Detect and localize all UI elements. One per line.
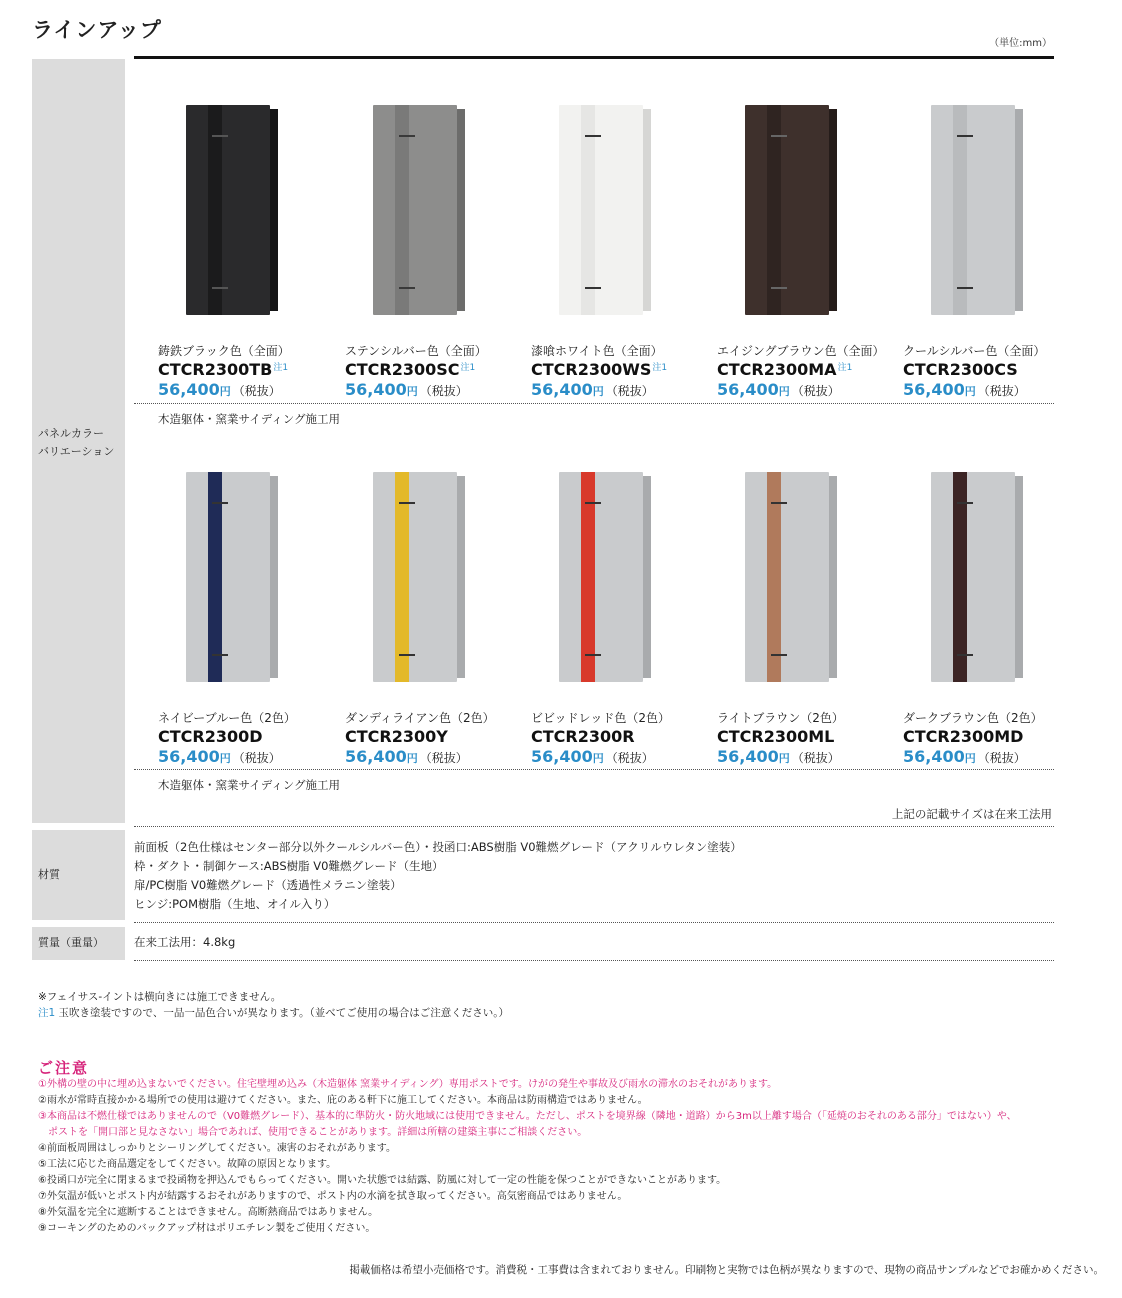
product-price	[717, 747, 840, 766]
caution-item: ⑦外気温が低いとポスト内が結露するおそれがありますので、ポスト内の水滴を拭き取ってください。高気密商品ではありません。	[38, 1191, 628, 1202]
product-price	[903, 380, 1026, 399]
price-number: 56,400	[531, 380, 593, 399]
caution-item: ②雨水が常時直接かかる場所での使用は避けてください。また、庇のある軒下に施工してください。本商品は防雨構造ではありません。	[38, 1095, 648, 1106]
note-mark: 注1	[38, 1007, 56, 1019]
price-number: 56,400	[717, 747, 779, 766]
color-name: ライトブラウン（2色）	[717, 711, 844, 725]
panel-label-1: パネルカラー	[38, 427, 104, 440]
caution-item: ④前面板周囲はしっかりとシーリングしてください。凍害のおそれがあります。	[38, 1143, 396, 1154]
price-number: 56,400	[345, 747, 407, 766]
product-code-text: CTCR2300CS	[903, 360, 1018, 379]
product-code-text: CTCR2300MA	[717, 360, 837, 379]
slot-mark	[399, 287, 415, 289]
color-name: ステンシルバー色（全面）	[345, 344, 487, 358]
material-label: 材質	[38, 868, 60, 881]
mass-label: 質量（重量）	[38, 936, 104, 949]
note-mark: 注1	[837, 363, 853, 373]
slot-mark	[212, 135, 228, 137]
note-mark: 注1	[652, 363, 668, 373]
caution-item: ①外構の壁の中に埋め込まないでください。住宅壁埋め込み（木造躯体 窯業サイディング）専用ポストです。けがの発生や事故及び雨水の滞水のおそれがあります。	[38, 1079, 778, 1090]
slot-mark	[957, 654, 973, 656]
product-price	[158, 380, 281, 399]
caution-item: ⑨コーキングのためのバックアップ材はポリエチレン製をご使用ください。	[38, 1223, 376, 1234]
panel-side	[270, 109, 278, 311]
product-price	[158, 747, 281, 766]
note-mark: 注1	[460, 363, 476, 373]
panel-body	[373, 105, 457, 315]
material-line: ヒンジ:POM樹脂（生地、オイル入り）	[134, 897, 336, 911]
caution-item: ⑥投函口が完全に閉まるまで投函物を押込んでもらってください。開いた状態では結露、防風に対して一定の性能を保つことができないことがあります。	[38, 1175, 727, 1186]
page-title: ラインアップ	[32, 18, 162, 42]
price-tax: （税抜）	[419, 384, 468, 398]
color-name: 鋳鉄ブラック色（全面）	[158, 344, 290, 358]
product-code-text: CTCR2300SC	[345, 360, 460, 379]
price-tax: （税抜）	[977, 751, 1026, 765]
product-price	[531, 747, 654, 766]
color-name: クールシルバー色（全面）	[903, 344, 1046, 358]
size-divider	[134, 826, 1054, 827]
price-tax: （税抜）	[791, 384, 840, 398]
slot-mark	[212, 287, 228, 289]
price-tax: （税抜）	[791, 751, 840, 765]
product-image	[745, 472, 829, 682]
color-name: ダークブラウン色（2色）	[903, 711, 1043, 725]
product-code	[903, 727, 1024, 746]
slot-mark	[585, 287, 601, 289]
price-yen: 円	[964, 385, 976, 398]
price-yen: 円	[219, 752, 231, 765]
slot-mark	[771, 502, 787, 504]
material-text	[134, 838, 742, 914]
panel-side	[270, 476, 278, 678]
slot-mark	[771, 135, 787, 137]
product-code-text: CTCR2300D	[158, 727, 263, 746]
color-name: エイジングブラウン色（全面）	[717, 344, 885, 358]
panel-body	[559, 105, 643, 315]
panel-body	[559, 472, 643, 682]
row1-divider	[134, 403, 1054, 404]
price-yen: 円	[778, 385, 790, 398]
product-price	[903, 747, 1026, 766]
price-tax: （税抜）	[605, 384, 654, 398]
slot-mark	[771, 654, 787, 656]
unit-label: （単位:mm）	[989, 38, 1052, 49]
product-code	[531, 360, 667, 379]
price-tax: （税抜）	[232, 384, 281, 398]
price-number: 56,400	[903, 380, 965, 399]
bottom-note: 掲載価格は希望小売価格です。消費税・工事費は含まれておりません。印刷物と実物では色柄が異なりますので、現物の商品サンプルなどでお確かめください。	[349, 1264, 1104, 1276]
product-code-text: CTCR2300WS	[531, 360, 652, 379]
product-image	[186, 472, 270, 682]
product-image	[931, 472, 1015, 682]
slot-mark	[399, 502, 415, 504]
slot-mark	[399, 135, 415, 137]
panel-side	[1015, 476, 1023, 678]
product-code-text: CTCR2300R	[531, 727, 635, 746]
product-code-text: CTCR2300ML	[717, 727, 835, 746]
product-code	[345, 360, 475, 379]
product-image	[559, 105, 643, 315]
price-tax: （税抜）	[419, 751, 468, 765]
slot-mark	[957, 135, 973, 137]
material-line: 前面板（2色仕様はセンター部分以外クールシルバー色）・投函口:ABS樹脂 V0難燃グレード（アクリルウレタン塗装）	[134, 840, 742, 854]
panel-side	[829, 476, 837, 678]
product-code	[717, 727, 835, 746]
slot-mark	[399, 654, 415, 656]
footnotes	[38, 989, 509, 1021]
product-price	[345, 747, 468, 766]
price-number: 56,400	[345, 380, 407, 399]
price-number: 56,400	[531, 747, 593, 766]
footnote-1: ※フェイサス-イントは横向きには施工できません。	[38, 991, 282, 1003]
note-mark: 注1	[273, 363, 289, 373]
price-yen: 円	[592, 385, 604, 398]
product-price	[717, 380, 840, 399]
color-name: ビビッドレッド色（2色）	[531, 711, 671, 725]
slot-mark	[585, 502, 601, 504]
sidebar-panel-color	[32, 59, 125, 823]
price-number: 56,400	[717, 380, 779, 399]
product-price	[345, 380, 468, 399]
mass-text: 在来工法用：4.8kg	[134, 935, 236, 949]
price-yen: 円	[778, 752, 790, 765]
price-tax: （税抜）	[605, 751, 654, 765]
slot-mark	[957, 287, 973, 289]
price-yen: 円	[592, 752, 604, 765]
footnote-2	[38, 1005, 509, 1021]
product-code-text: CTCR2300TB	[158, 360, 273, 379]
price-number: 56,400	[158, 747, 220, 766]
slot-mark	[212, 654, 228, 656]
color-name: 漆喰ホワイト色（全面）	[531, 344, 663, 358]
caution-item: ポストを「開口部と見なさない」場合であれば、使用できることがあります。詳細は所轄の建築主事にご相談ください。	[38, 1127, 588, 1138]
slot-mark	[585, 135, 601, 137]
product-code-text: CTCR2300MD	[903, 727, 1024, 746]
panel-side	[457, 109, 465, 311]
panel-side	[643, 109, 651, 311]
sidebar-mass	[32, 927, 125, 960]
product-image	[186, 105, 270, 315]
product-code	[531, 727, 636, 746]
panel-side	[643, 476, 651, 678]
price-tax: （税抜）	[977, 384, 1026, 398]
price-yen: 円	[406, 752, 418, 765]
product-image	[373, 105, 457, 315]
material-line: 扉/PC樹脂 V0難燃グレード（透過性メラニン塗装）	[134, 878, 402, 892]
top-rule	[134, 56, 1054, 59]
slot-mark	[212, 502, 228, 504]
panel-body	[745, 105, 829, 315]
caution-item: ③本商品は不燃仕様ではありませんので（V0難燃グレード）、基本的に準防火・防火地域には使用できません。ただし、ポストを境界線（隣地・道路）から3m以上離す場合（「延焼のおそれのある部分」ではない）や、	[38, 1111, 1017, 1122]
color-name: ダンディライアン色（2色）	[345, 711, 495, 725]
panel-label-2: バリエーション	[38, 445, 115, 458]
caution-item: ⑧外気温を完全に遮断することはできません。高断熱商品ではありません。	[38, 1207, 379, 1218]
price-tax: （税抜）	[232, 751, 281, 765]
panel-body	[931, 472, 1015, 682]
slot-mark	[771, 287, 787, 289]
size-note: 上記の記載サイズは在来工法用	[891, 807, 1052, 821]
material-divider	[134, 922, 1054, 923]
row2-divider	[134, 769, 1054, 770]
product-image	[559, 472, 643, 682]
product-image	[373, 472, 457, 682]
panel-body	[186, 105, 270, 315]
caution-title: ご注意	[38, 1059, 90, 1077]
footnote-2-text: 玉吹き塗装ですので、一品一品色合いが異なります。（並べてご使用の場合はご注意ください。）	[58, 1007, 509, 1019]
caution-list	[38, 1077, 1017, 1237]
price-yen: 円	[406, 385, 418, 398]
panel-body	[745, 472, 829, 682]
slot-mark	[957, 502, 973, 504]
product-code	[158, 360, 288, 379]
price-number: 56,400	[158, 380, 220, 399]
sidebar-material	[32, 830, 125, 920]
price-number: 56,400	[903, 747, 965, 766]
product-code	[717, 360, 852, 379]
row1-note: 木造躯体・窯業サイディング施工用	[158, 412, 341, 426]
product-code-text: CTCR2300Y	[345, 727, 448, 746]
panel-body	[931, 105, 1015, 315]
price-yen: 円	[219, 385, 231, 398]
mass-divider	[134, 960, 1054, 961]
product-price	[531, 380, 654, 399]
product-code	[903, 360, 1019, 379]
panel-body	[373, 472, 457, 682]
product-image	[745, 105, 829, 315]
panel-side	[829, 109, 837, 311]
price-yen: 円	[964, 752, 976, 765]
product-code	[345, 727, 449, 746]
panel-side	[1015, 109, 1023, 311]
product-code	[158, 727, 264, 746]
material-line: 枠・ダクト・制御ケース:ABS樹脂 V0難燃グレード（生地）	[134, 859, 444, 873]
row2-note: 木造躯体・窯業サイディング施工用	[158, 778, 341, 792]
slot-mark	[585, 654, 601, 656]
product-image	[931, 105, 1015, 315]
caution-item: ⑤工法に応じた商品選定をしてください。故障の原因となります。	[38, 1159, 337, 1170]
panel-body	[186, 472, 270, 682]
panel-side	[457, 476, 465, 678]
color-name: ネイビーブルー色（2色）	[158, 711, 296, 725]
